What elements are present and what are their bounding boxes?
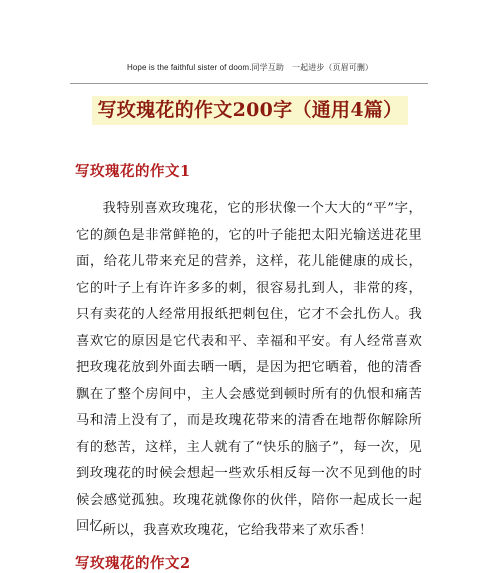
page-header: Hope is the faithful sister of doom.同学互助 一起进步（页眉可删） [126,63,374,72]
title-container [0,96,500,125]
header-divider [70,83,428,84]
section-heading-2: 写玫瑰花的作文2 [75,555,191,572]
section-heading-1: 写玫瑰花的作文1 [75,163,191,180]
section-1-paragraph-2: 所以，我喜欢玫瑰花，它给我带来了欢乐香！ [102,523,373,538]
document-title: 写玫瑰花的作文200字（通用4篇） [92,96,409,125]
section-1-paragraph-1: 我特别喜欢玫瑰花，它的形状像一个大大的“平”字，它的颜色是非常鲜艳的，它的叶子能把太阳光输送进花里面，给花儿带来充足的营养，这样，花儿能健康的成长，它的叶子上有许许多多的刺，很容易扎到人，非常的疼，只有卖花的人经常用报纸把刺包住，它才不会扎伤人。我喜欢它的原因是它代表和平、幸福和平安。有人经常喜欢把玫瑰花放到外面去晒一晒，是因为把它晒着，他的清香飘在了整个房间中，主人会感觉到顿时所有的仇恨和痛苦马和清上没有了，而是玫瑰花带来的清香在地帮你解除所有的愁苦，这样，主人就有了“快乐的脑子”，每一次，见到玫瑰花的时候会想起一些欢乐相反每一次不见到他的时候会感觉孤独。玫瑰花就像你的伙伴，陪你一起成长一起回忆。 [76,201,422,534]
